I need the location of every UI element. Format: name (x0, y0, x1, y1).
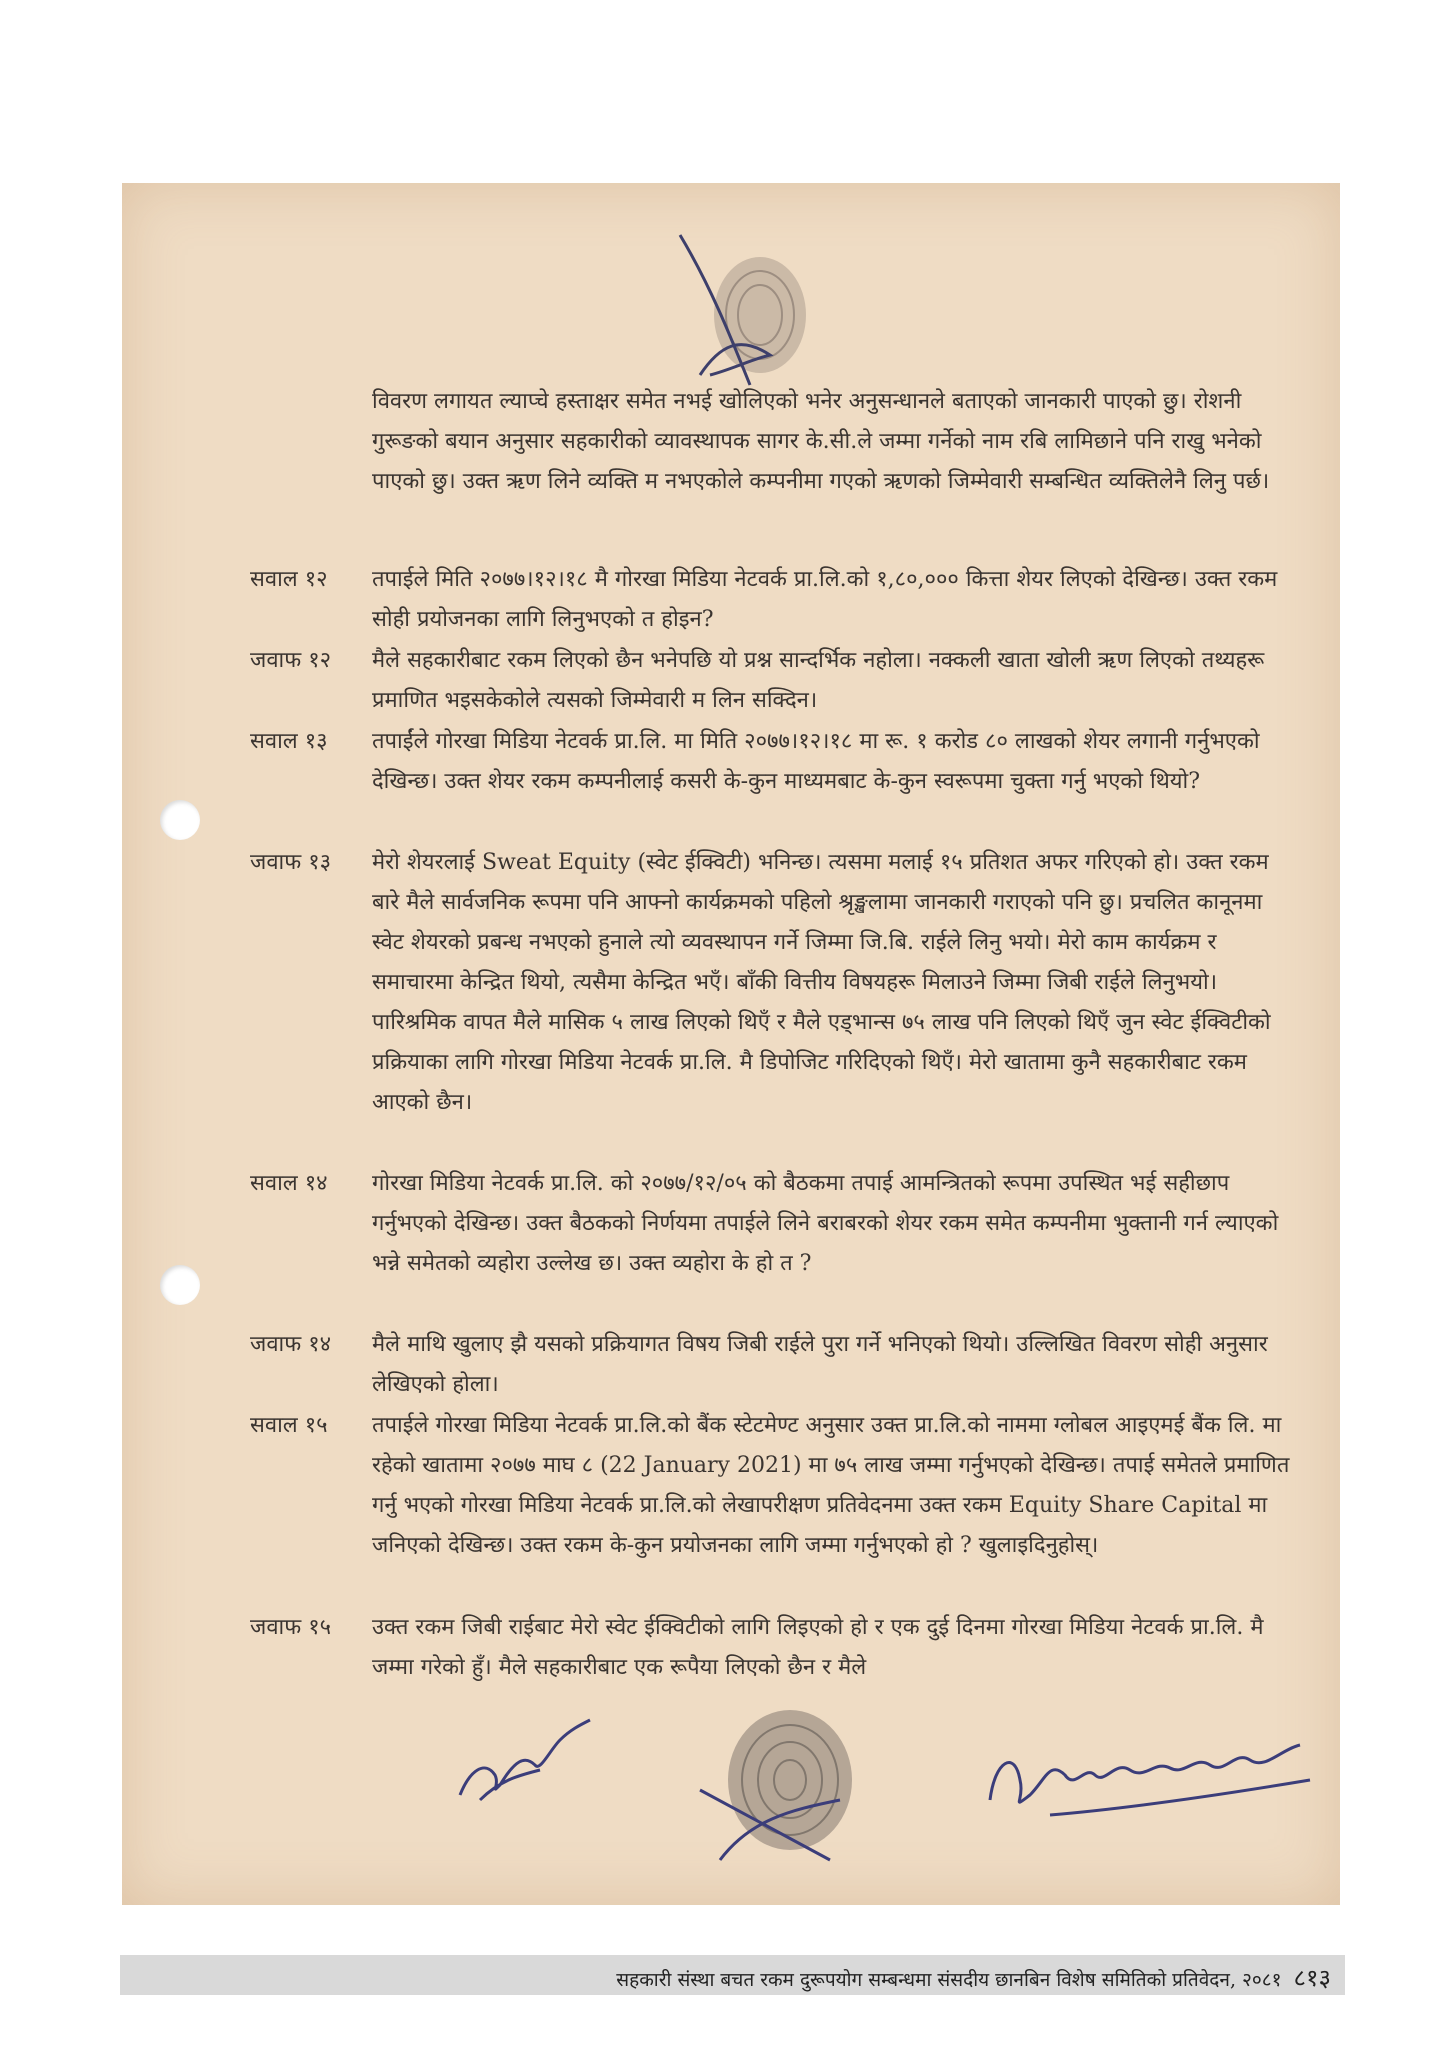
answer-12-text: मैले सहकारीबाट रकम लिएको छैन भनेपछि यो प्रश्न सान्दर्भिक नहोला। नक्कली खाता खोली ऋण लिएको तथ्यहरू प्रमाणित भइसकेकोले त्यसको जिम्मेवारी म लिन सक्दिन। (372, 648, 1265, 713)
question-13-label: सवाल १३ (250, 729, 328, 754)
question-14-text: गोरखा मिडिया नेटवर्क प्रा.लि. को २०७७/१२/०५ को बैठकमा तपाई आमन्त्रितको रूपमा उपस्थित भई सहीछाप गर्नुभएको देखिन्छ। उक्त बैठकको निर्णयमा तपाईले लिने बराबरको शेयर रकम समेत कम्पनीमा भुक्तानी गर्न ल्याएको भन्ने समेतको व्यहोरा उल्लेख छ। उक्त व्यहोरा के हो त ? (372, 1171, 1279, 1276)
answer-12-label: जवाफ १२ (250, 648, 332, 673)
fingerprint-bottom (680, 1700, 880, 1870)
footer-line (616, 1961, 1331, 1994)
signature-left (440, 1700, 600, 1820)
question-12-label: सवाल १२ (250, 567, 328, 592)
continuation-paragraph: विवरण लगायत ल्याप्चे हस्ताक्षर समेत नभई खोलिएको भनेर अनुसन्धानले बताएको जानकारी पाएको छु। रोशनी गुरूङको बयान अनुसार सहकारीको व्यावस्थापक सागर के.सी.ले जम्मा गर्नेको नाम रबि लामिछाने पनि राखु भनेको पाएको छु। उक्त ऋण लिने व्यक्ति म नभएकोले कम्पनीमा गएको ऋणको जिम्मेवारी सम्बन्धित व्यक्तिलेनै लिनु पर्छ। (372, 389, 1270, 494)
answer-14-text: मैले माथि खुलाए झै यसको प्रक्रियागत विषय जिबी राईले पुरा गर्ने भनिएको थियो। उल्लिखित विवरण सोही अनुसार लेखिएको होला। (372, 1332, 1268, 1397)
answer-14-label: जवाफ १४ (250, 1332, 332, 1357)
question-15-label: सवाल १५ (250, 1413, 328, 1438)
signature-right (970, 1720, 1330, 1830)
answer-15-label: जवाफ १५ (250, 1615, 332, 1640)
page-footer (120, 1955, 1345, 1995)
question-13-text: तपाईंले गोरखा मिडिया नेटवर्क प्रा.लि. मा मिति २०७७।१२।१८ मा रू. १ करोड ८० लाखको शेयर लगानी गर्नुभएको देखिन्छ। उक्त शेयर रकम कम्पनीलाई कसरी के-कुन माध्यमबाट के-कुन स्वरूपमा चुक्ता गर्नु भएको थियो? (372, 729, 1260, 794)
answer-13-text: मेरो शेयरलाई Sweat Equity (स्वेट ईक्विटी) भनिन्छ। त्यसमा मलाई १५ प्रतिशत अफर गरिएको हो। उक्त रकम बारे मैले सार्वजनिक रूपमा पनि आफ्नो कार्यक्रमको पहिलो श्रृङ्खलामा जानकारी गराएको पनि छु। प्रचलित कानूनमा स्वेट शेयरको प्रबन्ध नभएको हुनाले त्यो व्यवस्थापन गर्ने जिम्मा जि.बि. राईले लिनु भयो। मेरो काम कार्यक्रम र समाचारमा केन्द्रित थियो, त्यसैमा केन्द्रित भएँ। बाँकी वित्तीय विषयहरू मिलाउने जिम्मा जिबी राईले लिनुभयो। पारिश्रमिक वापत मैले मासिक ५ लाख लिएको थिएँ र मैले एड्भान्स ७५ लाख पनि लिएको थिएँ जुन स्वेट ईक्विटीको प्रक्रियाका लागि गोरखा मिडिया नेटवर्क प्रा.लि. मै डिपोजिट गरिदिएको थिएँ। मेरो खातामा कुनै सहकारीबाट रकम आएको छैन। (372, 850, 1271, 1115)
page-number: ८१३ (1293, 1964, 1331, 1992)
punch-hole-bottom (160, 1265, 200, 1305)
top-signature-fingerprint (640, 225, 840, 405)
answer-13-label: जवाफ १३ (250, 850, 332, 875)
question-12-text: तपाईले मिति २०७७।१२।१८ मै गोरखा मिडिया नेटवर्क प्रा.लि.को १,८०,००० कित्ता शेयर लिएको देखिन्छ। उक्त रकम सोही प्रयोजनका लागि लिनुभएको त होइन? (372, 567, 1278, 632)
question-15-text: तपाईले गोरखा मिडिया नेटवर्क प्रा.लि.को बैंक स्टेटमेण्ट अनुसार उक्त प्रा.लि.को नाममा ग्लोबल आइएमई बैंक लि. मा रहेको खातामा २०७७ माघ ८ (22 January 2021) मा ७५ लाख जम्मा गर्नुभएको देखिन्छ। तपाई समेतले प्रमाणित गर्नु भएको गोरखा मिडिया नेटवर्क प्रा.लि.को लेखापरीक्षण प्रतिवेदनमा उक्त रकम Equity Share Capital मा जनिएको देखिन्छ। उक्त रकम के-कुन प्रयोजनका लागि जम्मा गर्नुभएको हो ? खुलाइदिनुहोस्। (372, 1413, 1290, 1558)
footer-title: सहकारी संस्था बचत रकम दुरूपयोग सम्बन्धमा संसदीय छानबिन विशेष समितिको प्रतिवेदन, २०८१ (616, 1969, 1282, 1991)
answer-15-text: उक्त रकम जिबी राईबाट मेरो स्वेट ईक्विटीको लागि लिइएको हो र एक दुई दिनमा गोरखा मिडिया नेटवर्क प्रा.लि. मै जम्मा गरेको हुँ। मैले सहकारीबाट एक रूपैया लिएको छैन र मैले (372, 1615, 1264, 1680)
punch-hole-top (160, 800, 200, 840)
question-14-label: सवाल १४ (250, 1171, 328, 1196)
